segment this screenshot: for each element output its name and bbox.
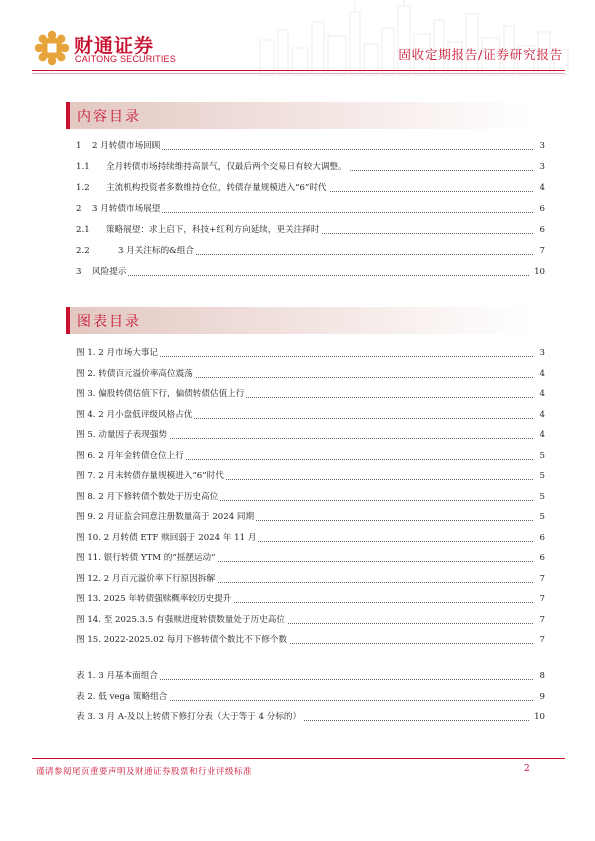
toc-page: 10	[534, 267, 545, 277]
caitong-logo	[34, 30, 184, 70]
figure-entry[interactable]	[70, 613, 545, 627]
figure-entry[interactable]	[70, 367, 545, 381]
toc-entry[interactable]	[70, 202, 545, 216]
figure-page: 3	[539, 348, 545, 358]
table-entry[interactable]	[70, 669, 545, 683]
toc-entry[interactable]	[70, 223, 545, 237]
toc-text: 主流机构投资者多数维持仓位，转债存量规模进入“6”时代	[106, 183, 327, 193]
contents-title: 内容目录	[77, 109, 141, 125]
figures-title: 图表目录	[77, 314, 141, 330]
city-skyline-watermark	[240, 0, 595, 80]
figure-text: 图 13. 2025 年转债强赎概率较历史提升	[76, 594, 232, 604]
footer-divider	[32, 758, 565, 759]
toc-entry[interactable]	[70, 181, 545, 195]
figure-text: 图 8. 2 月下修转债个数处于历史高位	[76, 491, 219, 502]
figures-heading	[66, 307, 531, 334]
figure-entry[interactable]	[70, 510, 545, 524]
toc-text: 风险提示	[92, 267, 127, 277]
toc-entry[interactable]	[70, 160, 545, 174]
report-type-label: 固收定期报告/证券研究报告	[398, 47, 563, 62]
figure-page: 4	[539, 389, 545, 399]
table-page: 10	[534, 712, 545, 722]
table-page: 9	[539, 691, 545, 702]
toc-page: 4	[539, 183, 545, 193]
toc-entry[interactable]	[70, 244, 545, 258]
figure-text: 图 5. 动量因子表现强势	[76, 430, 168, 440]
figure-entry[interactable]	[70, 531, 545, 545]
toc-text: 全月转债市场持续维持高景气，仅最后两个交易日有较大调整。	[106, 162, 347, 172]
toc-text: 策略展望：求上启下，科技+红利方向延续，更关注择时	[106, 225, 320, 235]
heading-accent-bar	[66, 102, 70, 129]
figure-page: 4	[539, 368, 545, 379]
toc-entry[interactable]	[70, 139, 545, 153]
leader-dots	[110, 274, 529, 276]
leader-dots	[110, 148, 533, 150]
figure-page: 7	[539, 594, 545, 604]
toc-number: 2	[76, 204, 82, 214]
figure-page: 5	[539, 512, 545, 522]
logo-chinese-name: 财通证券	[74, 35, 155, 57]
figure-entry[interactable]	[70, 551, 545, 565]
figure-text: 图 3. 偏股转债估值下行，偏债转债估值上行	[76, 389, 245, 399]
toc-text: 3 月转债市场展望	[92, 204, 161, 214]
toc-number: 2.2	[76, 246, 90, 256]
figure-entry[interactable]	[70, 428, 545, 442]
figure-text: 图 7. 2 月末转债存量规模进入“6”时代	[76, 471, 224, 481]
figure-entry[interactable]	[70, 408, 545, 422]
toc-entry[interactable]	[70, 265, 545, 279]
figure-entry[interactable]	[70, 592, 545, 606]
toc-page: 3	[539, 141, 545, 151]
figure-page: 4	[539, 430, 545, 440]
table-entry[interactable]	[70, 690, 545, 704]
figure-entry[interactable]	[70, 572, 545, 586]
figure-page: 5	[539, 471, 545, 481]
table-text: 表 3. 3 月 A-及以上转债下修打分表（大于等于 4 分标的）	[76, 712, 302, 722]
figure-entry[interactable]	[70, 346, 545, 360]
figure-text: 图 11. 银行转债 YTM 的“摇摆运动”	[76, 553, 216, 563]
figure-text: 图 1. 2 月市场大事记	[76, 348, 159, 358]
toc-number: 1.1	[76, 162, 90, 172]
figure-text: 图 15. 2022-2025.02 每月下修转债个数比不下修个数	[76, 635, 288, 645]
leader-dots	[110, 678, 533, 680]
page-header	[0, 0, 595, 86]
figure-text: 图 10. 2 月转债 ETF 赎回弱于 2024 年 11 月	[76, 532, 257, 543]
leader-dots	[110, 699, 533, 701]
figure-page: 7	[539, 614, 545, 625]
logo-english-name: CAITONG SECURITIES	[75, 54, 176, 64]
figure-text: 图 12. 2 月百元溢价率下行原因拆解	[76, 573, 216, 584]
figure-entry[interactable]	[70, 469, 545, 483]
figure-page: 4	[539, 409, 545, 420]
figure-text: 图 14. 至 2025.3.5 有强赎进度转债数量处于历史高位	[76, 614, 285, 625]
leader-dots	[110, 211, 533, 213]
figure-text: 图 6. 2 月年金转债仓位上行	[76, 450, 184, 461]
figure-page: 7	[539, 635, 545, 645]
heading-accent-bar	[66, 307, 70, 334]
header-divider	[32, 70, 565, 71]
table-page: 8	[539, 671, 545, 681]
leader-dots	[110, 355, 533, 357]
figure-text: 图 2. 转债百元溢价率高位震荡	[76, 368, 193, 379]
figure-page: 5	[539, 450, 545, 461]
figure-entry[interactable]	[70, 490, 545, 504]
toc-page: 3	[539, 162, 545, 172]
contents-heading	[66, 102, 531, 129]
toc-text: 3 月关注标的&组合	[118, 246, 195, 256]
figure-page: 5	[539, 491, 545, 502]
page-number: 2	[524, 764, 530, 774]
toc-text: 2 月转债市场回顾	[92, 141, 161, 151]
figure-entry[interactable]	[70, 633, 545, 647]
toc-page: 6	[539, 225, 545, 235]
footer-disclaimer: 谨请参阅尾页重要声明及财通证券股票和行业评级标准	[36, 767, 253, 777]
figure-page: 7	[539, 573, 545, 584]
figure-text: 图 4. 2 月小盘低评级风格占优	[76, 409, 193, 420]
table-text: 表 2. 低 vega 策略组合	[76, 691, 168, 702]
header-divider-thin	[32, 73, 565, 74]
caitong-coin-icon	[34, 30, 70, 66]
table-text: 表 1. 3 月基本面组合	[76, 671, 159, 681]
figure-page: 6	[539, 553, 545, 563]
figure-text: 图 9. 2 月证监会同意注册数量高于 2024 同期	[76, 512, 255, 522]
table-entry[interactable]	[70, 710, 545, 724]
toc-number: 2.1	[76, 225, 90, 235]
toc-page: 7	[539, 246, 545, 256]
figure-entry[interactable]	[70, 449, 545, 463]
figure-entry[interactable]	[70, 387, 545, 401]
toc-number: 1.2	[76, 183, 90, 193]
leader-dots	[110, 437, 533, 439]
toc-page: 6	[539, 204, 545, 214]
toc-number: 3	[76, 267, 82, 277]
figure-page: 6	[539, 532, 545, 543]
toc-number: 1	[76, 141, 82, 151]
